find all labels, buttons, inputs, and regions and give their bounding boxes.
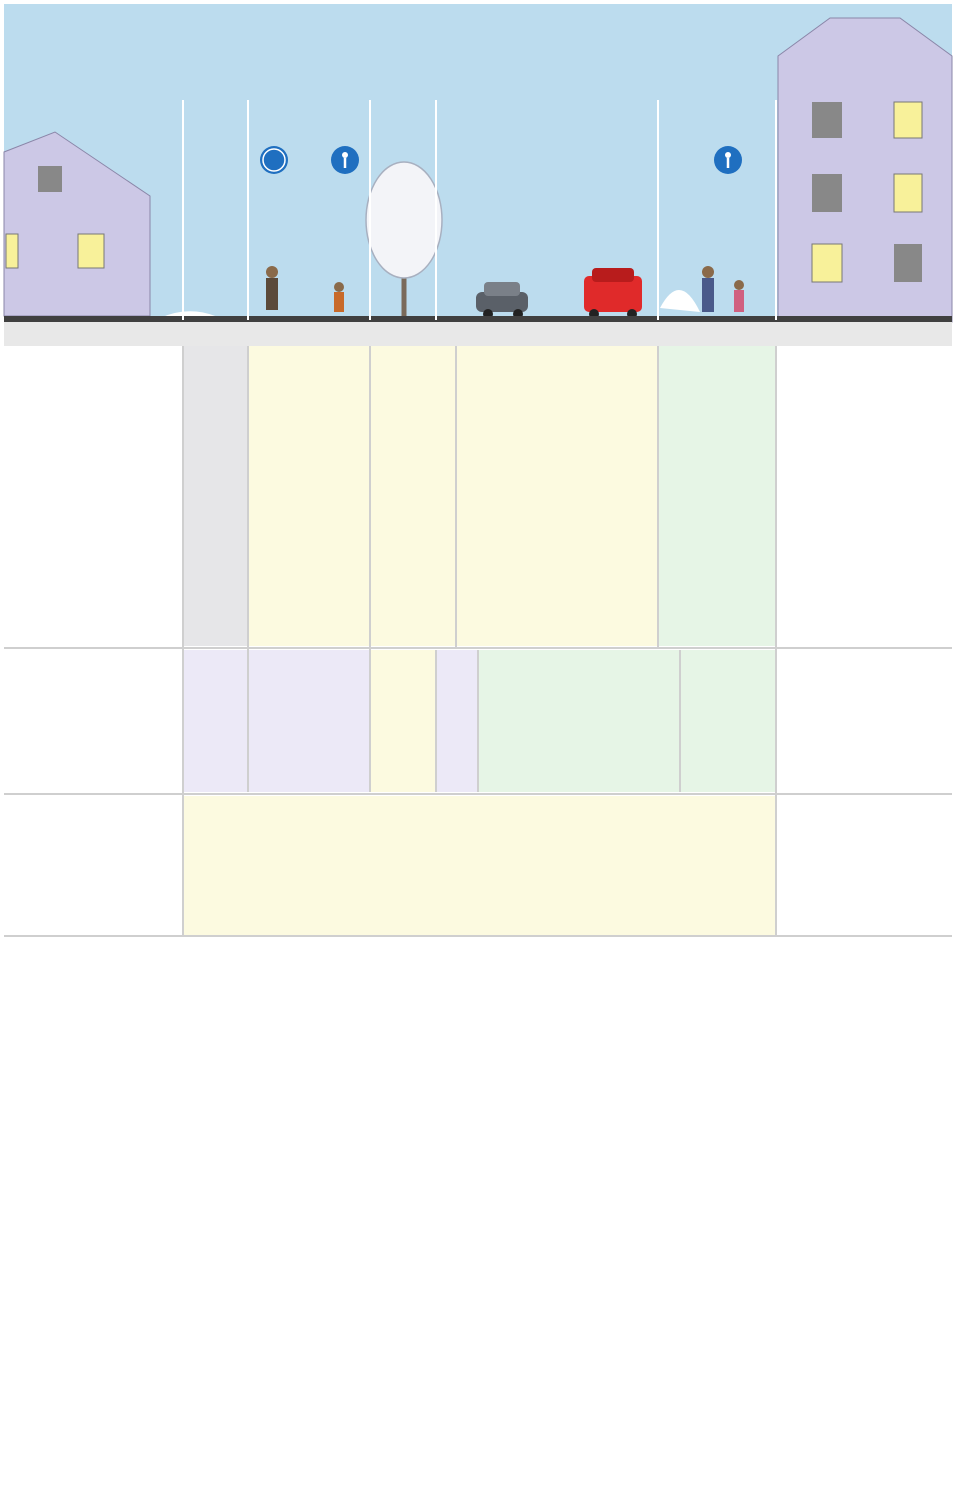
- puht-kunta-cell: [370, 650, 436, 792]
- talvi-kunta-cell-3: [456, 346, 658, 646]
- ei-talvi-cell: [183, 346, 248, 646]
- talvi-kunta-cell-1: [248, 346, 370, 646]
- red-car: [584, 268, 642, 319]
- muu-kunta-cell: [183, 796, 776, 936]
- house-b: [778, 18, 952, 322]
- puht-kiinteisto-a-cell: [248, 650, 370, 792]
- puht-kiinteisto-b-cell: [478, 650, 680, 792]
- talvi-kunta-cell-2: [370, 346, 456, 646]
- pedestrian-sign-icon: [331, 146, 359, 174]
- pedestrian-sign-icon-right: [714, 146, 742, 174]
- talvi-kiint-b-cell: [658, 346, 776, 646]
- puht-kiint-a-cell: [436, 650, 478, 792]
- road-surface: [4, 316, 952, 322]
- puht-kiint-a-max-cell: [183, 650, 248, 792]
- bike-sign-icon: [260, 146, 288, 174]
- puht-kiint-b-cell: [680, 650, 776, 792]
- ground-strip: [4, 322, 952, 346]
